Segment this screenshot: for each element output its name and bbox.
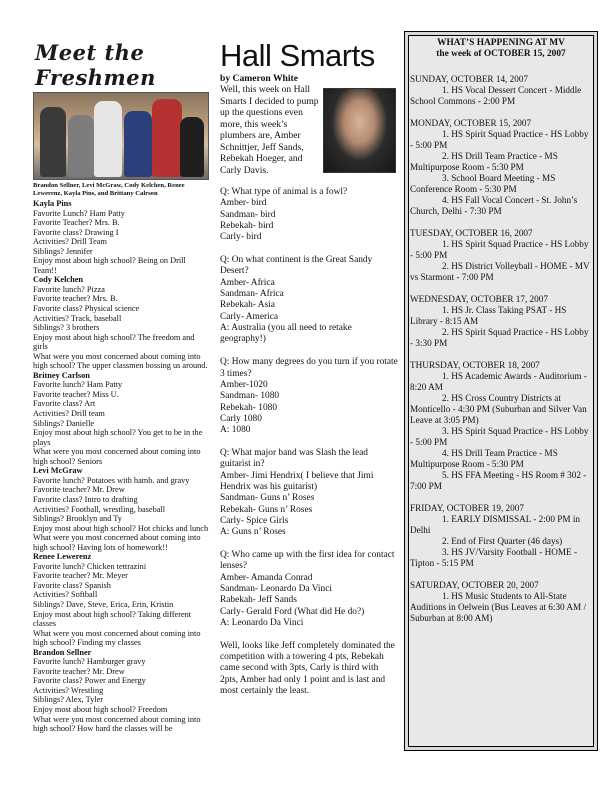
events-box [408, 35, 594, 747]
hallsmarts-title: Hall Smarts [220, 38, 375, 73]
profile-line: Favorite Teacher? Mrs. B. [33, 218, 120, 228]
qa-line: Amber- Africa [220, 277, 275, 288]
qa-line: Amber- Jimi Hendrix( I believe that Jimi Hendrix was his guitarist) [220, 470, 374, 492]
profile-line: Favorite class? Art [33, 399, 96, 409]
qa-line: Carly- Gerald Ford (What did He do?) [220, 606, 365, 617]
profile-name: Levi McGraw [33, 466, 83, 476]
profile-line: Favorite Lunch? Ham Patty [33, 208, 125, 218]
event-item: 3. HS JV/Varsity Football - HOME - Tipton - 5:15 PM [410, 547, 578, 568]
qa-line: Q: On what continent is the Great Sandy Desert? [220, 255, 373, 277]
profile-line: Favorite lunch? Pizza [33, 284, 105, 294]
event-day-heading: THURSDAY, OCTOBER 18, 2007 [410, 360, 540, 370]
qa-block [220, 255, 398, 346]
profile-line: Activities? Softball [33, 590, 98, 600]
profile-line: Enjoy most about high school? Hot chicks and lunch [33, 523, 209, 533]
qa-line: A: 1080 [220, 425, 251, 436]
hallsmarts-intro [220, 84, 398, 176]
qa-line: Rebekah- Asia [220, 300, 275, 311]
profile-line: Favorite teacher? Mr. Drew [33, 485, 125, 495]
profile-name: Renee Lewerenz [33, 552, 92, 562]
hallsmarts-column [220, 40, 398, 709]
qa-line: Amber- Amanda Conrad [220, 572, 313, 583]
intro-text: Well, this week on Hall Smarts I decided to pump up the questions even more, this week’s plumbers are, Amber Schnittjer, Jeff Sands, Rebekah Hoeger, and Carly Davis. [220, 84, 319, 176]
qa-line: Rebekah- 1080 [220, 402, 278, 413]
event-item: 1. HS Spirit Squad Practice - HS Lobby - 5:00 PM [410, 239, 589, 260]
event-item: 3. HS Spirit Squad Practice - HS Lobby - 5:00 PM [410, 426, 589, 447]
event-item: 5. HS FFA Meeting - HS Room # 302 - 7:00 PM [410, 470, 587, 491]
event-item: 2. HS Cross Country Districts at Monticello - 4:30 PM (Suburban and Silver Van Leave at 3:05 PM) [410, 393, 587, 425]
profile-line: Favorite class? Drawing I [33, 227, 119, 237]
event-item: 1. HS Jr. Class Taking PSAT - HS Library - 8:15 AM [410, 305, 567, 326]
qa-line: Sandman- bird [220, 209, 276, 220]
profile-line: Activities? Drill team [33, 409, 105, 419]
event-item: 2. HS Drill Team Practice - MS Multipurpose Room - 5:30 PM [410, 151, 558, 172]
freshmen-column [33, 40, 211, 734]
qa-line: Sandman- Guns n’ Roses [220, 493, 315, 504]
profile-line: What were you most concerned about coming into high school? Seniors [33, 447, 201, 466]
event-item: 2. HS Spirit Squad Practice - HS Lobby - 3:30 PM [410, 327, 589, 348]
qa-block [220, 448, 398, 539]
qa-block [220, 357, 398, 436]
event-item: 4. HS Drill Team Practice - MS Multipurpose Room - 5:30 PM [410, 448, 558, 469]
events-title-line2: the week of OCTOBER 15, 2007 [436, 49, 566, 59]
profile-line: Favorite lunch? Hamburger gravy [33, 657, 146, 667]
qa-line: Rabekah- Jeff Sands [220, 595, 297, 606]
profile-name: Kayla Pins [33, 199, 72, 208]
profile-line: Favorite class? Intro to drafting [33, 494, 138, 504]
profile-line: What were you most concerned about coming into high school? The upper classmen bossing us around. [33, 351, 208, 371]
profile-line: Favorite teacher? Mr. Meyer [33, 571, 128, 581]
qa-line: Rebekah- bird [220, 221, 274, 232]
event-item: 1. HS Academic Awards - Auditorium - 8:20 AM [410, 371, 587, 392]
qa-line: Carly- Spice Girls [220, 515, 289, 526]
author-photo [323, 88, 396, 173]
event-day [409, 294, 593, 349]
qa-line: Amber- bird [220, 198, 267, 209]
hallsmarts-byline: by Cameron White [220, 73, 298, 84]
qa-line: Well, looks like Jeff completely dominated the competition with a towering 4 pts, Rebekah came second with 3pts, Carly is third with 2pts, Amber had only 1 point and is last and most certainly the least. [220, 640, 395, 697]
qa-line: Sandman- Leonardo Da Vinci [220, 584, 332, 595]
freshmen-group-photo [33, 92, 209, 180]
qa-block [220, 641, 398, 698]
qa-line: Carly 1080 [220, 413, 262, 424]
qa-line: A: Guns n’ Roses [220, 527, 286, 538]
profile-line: Siblings? 3 brothers [33, 323, 100, 333]
qa-block [220, 550, 398, 629]
profile-line: Siblings? Danielle [33, 418, 95, 428]
event-day [409, 503, 593, 569]
qa-line: A: Australia (you all need to retake geography!) [220, 323, 352, 345]
qa-line: Rebekah- Guns n’ Roses [220, 504, 313, 515]
event-day [409, 360, 593, 492]
events-days [409, 74, 593, 624]
profile-name: Britney Carlson [33, 370, 90, 380]
profile-entry [33, 371, 211, 466]
profile-line: What were you most concerned about coming into high school? Finding my classes [33, 628, 201, 648]
event-item: 2. End of First Quarter (46 days) [442, 536, 563, 546]
profile-name: Brandon Sellner [33, 647, 92, 657]
qa-line: Q: What type of animal is a fowl? [220, 187, 348, 197]
profile-line: Favorite teacher? Mrs. B. [33, 294, 118, 304]
qa-line: Carly- bird [220, 232, 262, 243]
qa-line: Sandman- 1080 [220, 391, 280, 402]
qa-line: Q: How many degrees do you turn if you rotate 3 times? [220, 357, 398, 379]
profile-line: Enjoy most about high school? You get to be in the plays [33, 428, 203, 447]
profile-entry [33, 199, 211, 275]
quiz-answers [220, 187, 398, 697]
qa-line: Q: Who came up with the first idea for contact lenses? [220, 550, 395, 572]
event-item: 1. HS Music Students to All-State Auditions in Oelwein (Bus Leaves at 6:30 AM / Suburban at 8:00 AM) [410, 591, 587, 623]
profile-line: Siblings? Alex, Tyler [33, 695, 104, 705]
profile-line: Favorite teacher? Mr. Drew [33, 666, 125, 676]
profile-line: Siblings? Dave, Steve, Erica, Erin, Kristin [33, 599, 174, 609]
qa-line: Amber-1020 [220, 379, 268, 390]
event-day [409, 118, 593, 217]
profile-line: What were you most concerned about coming into high school? Having lots of homework!! [33, 533, 201, 552]
profile-line: Favorite teacher? Miss U. [33, 389, 119, 399]
event-day-heading: SATURDAY, OCTOBER 20, 2007 [410, 580, 539, 590]
freshmen-masthead: Meet the Freshmen [35, 40, 156, 90]
profile-line: Enjoy most about high school? The freedom and girls [33, 332, 195, 352]
profile-line: Activities? Wrestling [33, 685, 104, 695]
event-day-heading: FRIDAY, OCTOBER 19, 2007 [410, 503, 524, 513]
profile-line: Enjoy most about high school? Taking different classes [33, 609, 192, 629]
event-item: 2. HS District Volleyball - HOME - MV vs Starmont - 7:00 PM [410, 261, 590, 282]
profile-line: Favorite lunch? Chicken tettrazini [33, 561, 147, 571]
event-day-heading: WEDNESDAY, OCTOBER 17, 2007 [410, 294, 548, 304]
event-day [409, 228, 593, 283]
event-item: 1. HS Vocal Dessert Concert - Middle School Commons - 2:00 PM [410, 85, 582, 106]
profile-name: Cody Kelchen [33, 275, 84, 285]
profile-line: Activities? Drill Team [33, 237, 107, 247]
event-day [409, 580, 593, 624]
event-day [409, 74, 593, 107]
profile-line: Favorite class? Spanish [33, 580, 111, 590]
profile-entry [33, 552, 211, 647]
profile-line: Activities? Football, wrestling, baseball [33, 504, 166, 514]
freshmen-profiles [33, 199, 211, 734]
profile-line: Siblings? Brooklyn and Ty [33, 514, 122, 524]
profile-line: Favorite class? Power and Energy [33, 676, 146, 686]
events-title [409, 38, 593, 60]
event-item: 1. EARLY DISMISSAL - 2:00 PM in Delhi [410, 514, 581, 535]
event-day-heading: TUESDAY, OCTOBER 16, 2007 [410, 228, 533, 238]
profile-entry [33, 275, 211, 370]
qa-line: Q: What major band was Slash the lead guitarist in? [220, 447, 368, 470]
profile-line: Enjoy most about high school? Being on Drill Team!! [33, 256, 186, 275]
events-sidebar [404, 31, 598, 751]
profile-line: What were you most concerned about coming into high school? How hard the classes will be [33, 714, 201, 734]
profile-line: Favorite lunch? Ham Patty [33, 380, 123, 390]
profile-line: Favorite class? Physical science [33, 304, 140, 314]
profile-line: Activities? Track, baseball [33, 313, 122, 323]
photo-caption: Brandon Sellner, Levi McGraw, Cody Kelchen, Renee Lewerenz, Kayla Pins, and Brittany Calrson [33, 182, 185, 197]
qa-line: A: Leonardo Da Vinci [220, 618, 304, 629]
events-title-line1: WHAT’S HAPPENING AT MV [437, 38, 565, 48]
profile-line: Siblings? Jennifer [33, 246, 93, 256]
qa-line: Carly- America [220, 311, 279, 322]
event-item: 3. School Board Meeting - MS Conference Room - 5:30 PM [410, 173, 556, 194]
event-day-heading: MONDAY, OCTOBER 15, 2007 [410, 118, 532, 128]
profile-line: Favorite lunch? Potatoes with hamb. and gravy [33, 475, 190, 485]
qa-block [220, 187, 398, 244]
profile-entry [33, 466, 211, 552]
event-item: 4. HS Fall Vocal Concert - St. John’s Church, Delhi - 7:30 PM [410, 195, 578, 216]
profile-entry [33, 648, 211, 734]
qa-line: Sandman- Africa [220, 289, 284, 300]
event-item: 1. HS Spirit Squad Practice - HS Lobby - 5:00 PM [410, 129, 589, 150]
event-day-heading: SUNDAY, OCTOBER 14, 2007 [410, 74, 529, 84]
profile-line: Enjoy most about high school? Freedom [33, 704, 168, 714]
